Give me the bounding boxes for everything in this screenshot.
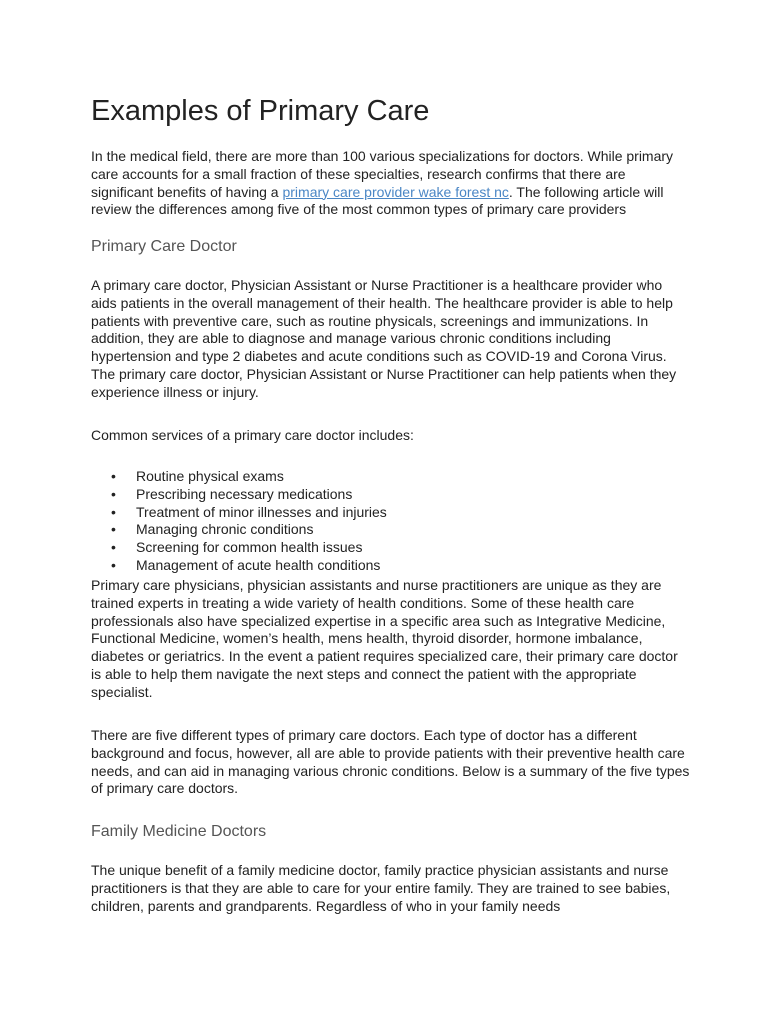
list-item	[91, 539, 691, 557]
list-item-text: Routine physical exams	[136, 468, 284, 484]
specialization-paragraph: Primary care physicians, physician assistants and nurse practitioners are unique as they are trained experts in treating a wide variety of health conditions. Some of these health care professionals also have specialized expertise in a specific area such as Integrative Medicine, Functional Medicine, women’s health, mens health, thyroid disorder, hormone imbalance, diabetes or geriatrics. In the event a patient requires specialized care, their primary care doctor is able to help them navigate the next steps and connect the patient with the appropriate specialist.	[91, 577, 678, 700]
intro-text-before-link: In the medical field, there are more than 100 various specializations for doctors. While primary care accounts for a small fraction of these specialties, research confirms that there are significant benefits of having a	[91, 148, 674, 200]
list-item	[91, 504, 691, 522]
bullet-icon: •	[111, 468, 116, 484]
bullet-icon: •	[111, 503, 116, 520]
list-item	[91, 557, 691, 575]
bullet-icon: •	[111, 485, 116, 502]
services-intro-text: Common services of a primary care doctor includes:	[91, 427, 414, 443]
section-heading-primary-care-doctor: Primary Care Doctor	[91, 238, 237, 255]
primary-care-doctor-paragraph: A primary care doctor, Physician Assistant or Nurse Practitioner is a healthcare provider who aids patients in the overall management of their health. The healthcare provider is able to help patients with preventive care, such as routine physicals, screenings and immunizations. In addition, they are able to diagnose and manage various chronic conditions including hypertension and type 2 diabetes and acute conditions such as COVID-19 and Corona Virus. The primary care doctor, Physician Assistant or Nurse Practitioner can help patients when they experience illness or injury.	[91, 277, 677, 400]
list-item-text: Managing chronic conditions	[136, 521, 314, 538]
bullet-icon: •	[111, 556, 116, 573]
list-item	[91, 486, 691, 504]
intro-paragraph	[91, 148, 691, 219]
primary-care-provider-link[interactable]: primary care provider wake forest nc	[282, 183, 509, 200]
intro-text-after-link: . The following article will review the differences among five of the most common types of primary care providers	[91, 183, 664, 218]
list-item-text: Management of acute health conditions	[136, 556, 381, 573]
bullet-icon: •	[111, 521, 116, 538]
section-heading-family-medicine: Family Medicine Doctors	[91, 823, 267, 840]
list-item-text: Screening for common health issues	[136, 539, 363, 556]
page-title: Examples of Primary Care	[91, 95, 430, 127]
list-item	[91, 468, 691, 486]
list-item	[91, 521, 691, 539]
services-list	[91, 468, 691, 575]
list-item-text: Treatment of minor illnesses and injuries	[136, 503, 387, 520]
bullet-icon: •	[111, 539, 116, 556]
family-medicine-paragraph: The unique benefit of a family medicine doctor, family practice physician assistants and nurse practitioners is that they are able to care for your entire family. They are trained to see babies, children, parents and grandparents. Regardless of who in your family needs	[91, 862, 671, 914]
types-summary-paragraph: There are five different types of primary care doctors. Each type of doctor has a different background and focus, however, all are able to provide patients with their preventive health care needs, and can aid in managing various chronic conditions. Below is a summary of the five types of primary care doctors.	[91, 727, 690, 797]
list-item-text: Prescribing necessary medications	[136, 485, 353, 502]
